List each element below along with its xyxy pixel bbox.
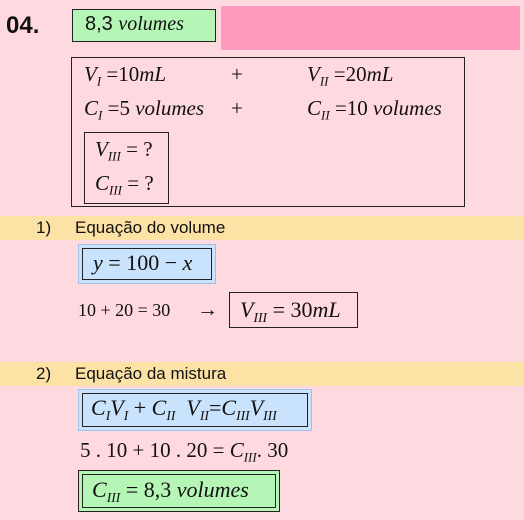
unknown-c3: $C_{III}$ = ? (95, 171, 154, 198)
volume-equation-box (78, 244, 216, 284)
final-answer: $C_{III} = 8,3$ volumes (92, 477, 249, 505)
volume-sum: 10 + 20 = 30 (78, 300, 171, 320)
final-answer-box (78, 470, 280, 512)
volume-result: $V_{III} = 30mL$ (240, 297, 341, 325)
step2-title: Equação da mistura (75, 364, 227, 383)
given-c1: $C_I =5$ volumes (84, 96, 205, 123)
answer-value: 8,3 (85, 13, 113, 35)
answer-unit: volumes (118, 13, 184, 35)
given-plus-2: + (231, 96, 243, 120)
volume-equation: y = 100 − x (93, 250, 193, 275)
given-v1: $V_I =10mL$ (84, 62, 167, 89)
given-c2: $C_{II} =10$ volumes (307, 96, 442, 123)
mixture-formula-box (78, 389, 312, 431)
given-plus-1: + (231, 62, 243, 86)
unknown-v3: $V_{III}$ = ? (95, 137, 153, 164)
step1-number: 1) (36, 218, 52, 237)
volume-result-box (229, 292, 358, 328)
arrow-icon: → (197, 297, 218, 321)
given-v2: $V_{II} =20mL$ (307, 62, 394, 89)
question-number: 04. (6, 12, 40, 39)
step2-number: 2) (36, 364, 52, 383)
header-band (221, 6, 520, 50)
step1-title: Equação do volume (75, 218, 226, 237)
answer-box (72, 9, 216, 42)
mixture-calculation: 5 . 10 + 10 . $20 = C_{III}$. 30 (80, 438, 289, 465)
mixture-formula: $C_IV_I + C_{II}$ $V_{II}=C_{III}V_{III}$ (91, 395, 277, 423)
